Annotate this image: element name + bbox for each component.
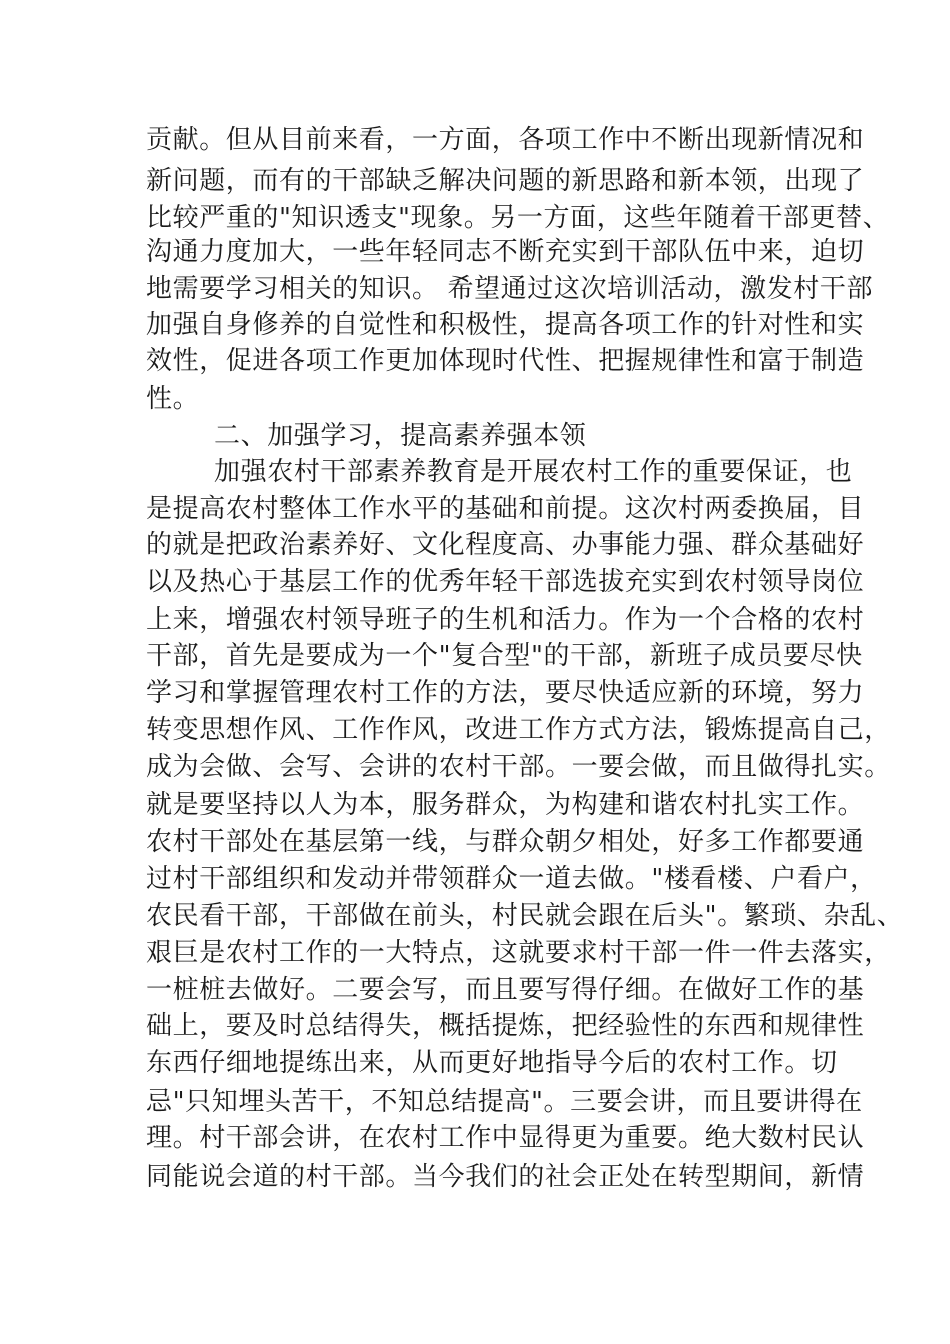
text-line: 性。 xyxy=(146,384,200,414)
text-line: 贡献。但从目前来看，一方面，各项工作中不断出现新情况和 xyxy=(146,125,865,155)
text-line: 地需要学习相关的知识。 希望通过这次培训活动，激发村干部 xyxy=(146,274,874,304)
text-line: 转变思想作风、工作作风，改进工作方式方法，锻炼提高自己， xyxy=(146,715,891,745)
text-line: 过村干部组织和发动并带领群众一道去做。"楼看楼、户看户， xyxy=(146,864,877,894)
section-heading: 二、加强学习，提高素养强本领 xyxy=(214,421,587,451)
text-line: 就是要坚持以人为本，服务群众，为构建和谐农村扎实工作。 xyxy=(146,790,865,820)
text-line: 是提高农村整体工作水平的基础和前提。这次村两委换届，目 xyxy=(146,494,865,524)
text-line: 沟通力度加大，一些年轻同志不断充实到干部队伍中来，迫切 xyxy=(146,237,865,267)
text-line: 农民看干部，干部做在前头，村民就会跟在后头"。繁琐、杂乱、 xyxy=(146,901,904,931)
text-line: 东西仔细地提练出来，从而更好地指导今后的农村工作。切 xyxy=(146,1048,838,1078)
text-line: 忌"只知埋头苦干，不知总结提高"。三要会讲，而且要讲得在 xyxy=(146,1087,863,1117)
text-line: 成为会做、会写、会讲的农村干部。一要会做，而且做得扎实。 xyxy=(146,752,891,782)
text-line: 加强自身修养的自觉性和积极性，提高各项工作的针对性和实 xyxy=(146,310,865,340)
text-line: 同能说会道的村干部。当今我们的社会正处在转型期间，新情 xyxy=(146,1162,865,1192)
text-line: 的就是把政治素养好、文化程度高、办事能力强、群众基础好 xyxy=(146,530,865,560)
text-line: 干部，首先是要成为一个"复合型"的干部，新班子成员要尽快 xyxy=(146,641,863,671)
text-line: 比较严重的"知识透支"现象。另一方面，这些年随着干部更替、 xyxy=(146,203,890,233)
text-line: 艰巨是农村工作的一大特点，这就要求村干部一件一件去落实， xyxy=(146,938,891,968)
text-line: 新问题，而有的干部缺乏解决问题的新思路和新本领，出现了 xyxy=(146,166,865,196)
paragraph-first-line: 加强农村干部素养教育是开展农村工作的重要保证，也 xyxy=(214,457,853,487)
text-line: 效性，促进各项工作更加体现时代性、把握规律性和富于制造 xyxy=(146,346,865,376)
text-line: 一桩桩去做好。二要会写，而且要写得仔细。在做好工作的基 xyxy=(146,975,865,1005)
text-line: 学习和掌握管理农村工作的方法，要尽快适应新的环境，努力 xyxy=(146,678,865,708)
text-line: 理。村干部会讲，在农村工作中显得更为重要。绝大数村民认 xyxy=(146,1123,865,1153)
text-line: 上来，增强农村领导班子的生机和活力。作为一个合格的农村 xyxy=(146,605,865,635)
text-line: 以及热心于基层工作的优秀年轻干部选拔充实到农村领导岗位 xyxy=(146,567,865,597)
text-line: 农村干部处在基层第一线，与群众朝夕相处，好多工作都要通 xyxy=(146,827,865,857)
text-line: 础上，要及时总结得失，概括提炼，把经验性的东西和规律性 xyxy=(146,1011,865,1041)
